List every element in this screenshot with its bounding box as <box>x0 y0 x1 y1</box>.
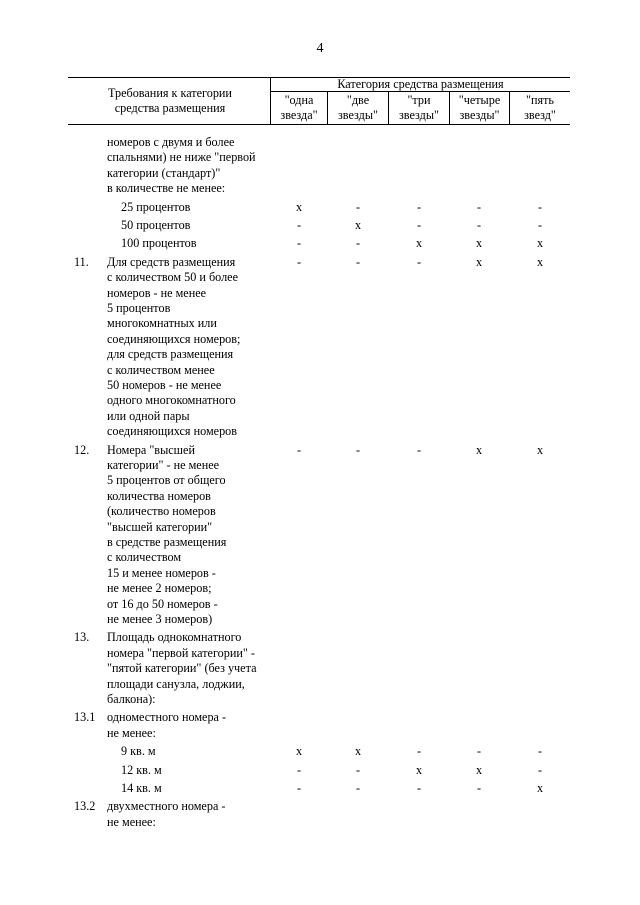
requirements-header <box>70 86 270 116</box>
requirements-header-line: Требования к категории <box>108 86 232 100</box>
requirement-text-line: 5 процентов <box>107 301 171 315</box>
category-mark: - <box>355 254 361 269</box>
category-header-one-star <box>271 93 327 123</box>
requirement-text-line: 25 процентов <box>121 199 191 214</box>
category-mark: x <box>415 762 423 777</box>
category-mark: - <box>355 442 361 457</box>
category-mark: - <box>537 199 543 214</box>
category-mark: - <box>416 199 422 214</box>
requirement-text-line: не менее: <box>107 725 156 740</box>
row-number: 11. <box>74 254 89 269</box>
category-header-two-stars <box>328 93 388 123</box>
category-header-line: "две <box>346 93 370 107</box>
page-number: 4 <box>316 41 324 56</box>
requirement-text-line: 14 кв. м <box>121 781 162 795</box>
category-mark: - <box>416 781 422 795</box>
category-mark: x <box>354 218 362 232</box>
category-mark: x <box>415 236 423 251</box>
category-header-line: "одна <box>284 93 314 107</box>
requirement-text-line: 15 и менее номеров - <box>107 565 216 580</box>
category-mark: x <box>475 236 483 251</box>
requirement-text-line: 5 процентов от общего <box>107 473 226 488</box>
category-mark: - <box>476 199 482 214</box>
requirement-text-line: не менее 3 номеров) <box>107 612 213 626</box>
category-mark: - <box>537 762 543 777</box>
category-header-three-stars <box>389 93 449 123</box>
category-mark: x <box>536 442 544 457</box>
category-mark: - <box>476 744 482 759</box>
category-mark: - <box>355 236 361 251</box>
requirement-text-line: 9 кв. м <box>121 744 156 759</box>
requirement-text-line: соединяющихся номеров <box>107 424 238 439</box>
requirement-text-line: Номера "высшей <box>107 442 195 457</box>
requirement-text-line: не менее: <box>107 814 156 829</box>
requirement-text-line: не менее 2 номеров; <box>107 581 212 596</box>
requirement-text-line: многокомнатных или <box>107 316 217 331</box>
category-mark: - <box>296 236 302 251</box>
category-mark: - <box>416 218 422 232</box>
requirement-text-line: с количеством менее <box>107 362 215 377</box>
requirement-text-line: Для средств размещения <box>107 254 236 269</box>
category-mark: x <box>475 442 483 457</box>
category-header-line: "пять <box>526 93 554 107</box>
requirement-text-line: или одной пары <box>107 408 190 423</box>
category-mark: - <box>476 781 482 795</box>
row-number: 12. <box>74 442 90 457</box>
requirement-text-line: 50 номеров - не менее <box>107 378 222 392</box>
requirement-text-line: "высшей категории" <box>107 519 213 534</box>
requirement-text-line: количества номеров <box>107 488 211 503</box>
requirement-text-line: (количество номеров <box>107 504 216 519</box>
category-mark: - <box>296 442 302 457</box>
category-header-line: звезда" <box>280 108 318 122</box>
requirement-text-line: балкона): <box>107 692 156 706</box>
category-mark: - <box>537 744 543 759</box>
requirement-text-line: от 16 до 50 номеров - <box>107 596 218 611</box>
category-header-line: звезды" <box>398 108 439 122</box>
category-mark: x <box>295 199 303 214</box>
category-header-title: Категория средства размещения <box>337 77 504 91</box>
category-header-five-stars <box>510 93 570 123</box>
category-mark: - <box>416 744 422 759</box>
requirement-text-line: двухместного номера - <box>107 799 226 814</box>
category-header-line: "четыре <box>458 93 501 107</box>
requirement-text-line: для средств размещения <box>107 347 234 362</box>
requirement-text-line: в количестве не менее: <box>107 181 226 196</box>
requirement-text-line: 12 кв. м <box>121 762 162 777</box>
requirements-header-line: средства размещения <box>114 101 226 115</box>
category-mark: x <box>295 744 303 759</box>
requirement-text-line: площади санузла, лоджии, <box>107 676 245 691</box>
requirement-text-line: с количеством <box>107 550 182 565</box>
requirement-text-line: в средстве размещения <box>107 535 227 549</box>
category-mark: - <box>355 781 361 795</box>
category-header-line: звезды" <box>337 108 378 122</box>
category-mark: x <box>536 781 544 795</box>
requirement-text-line: категории" - не менее <box>107 458 220 472</box>
category-mark: - <box>537 218 543 232</box>
requirement-text-line: Площадь однокомнатного <box>107 630 242 645</box>
requirement-text-line: "пятой категории" (без учета <box>107 661 257 676</box>
category-mark: - <box>296 218 302 232</box>
requirement-text-line: 100 процентов <box>121 236 197 251</box>
category-mark: x <box>475 762 483 777</box>
requirement-text-line: одноместного номера - <box>107 710 227 725</box>
requirement-text-line: одного многокомнатного <box>107 393 236 408</box>
category-mark: - <box>476 218 482 232</box>
requirement-text-line: спальнями) не ниже "первой <box>107 150 256 165</box>
requirement-text-line: с количеством 50 и более <box>107 270 239 285</box>
row-number: 13.1 <box>74 710 96 725</box>
category-mark: - <box>355 762 361 777</box>
category-mark: - <box>416 442 422 457</box>
requirement-text-line: номеров - не менее <box>107 285 207 300</box>
category-header-line: звезды" <box>459 108 500 122</box>
requirement-text-line: соединяющихся номеров; <box>107 331 241 346</box>
category-mark: x <box>536 236 544 251</box>
category-mark: - <box>416 254 422 269</box>
category-header-four-stars <box>450 93 509 123</box>
row-number: 13.2 <box>74 799 96 814</box>
category-mark: - <box>355 199 361 214</box>
requirement-text-line: категории (стандарт)" <box>107 165 221 180</box>
category-mark: x <box>475 254 483 269</box>
requirement-text-line: номера "первой категории" - <box>107 645 255 660</box>
category-mark: x <box>354 744 362 759</box>
requirement-text-line: 50 процентов <box>121 218 191 232</box>
category-header-line: "три <box>407 93 431 107</box>
requirement-text-line: номеров с двумя и более <box>107 135 235 149</box>
category-mark: - <box>296 254 302 269</box>
row-number: 13. <box>74 630 90 645</box>
category-mark: x <box>536 254 544 269</box>
category-header-line: звезд" <box>524 108 556 122</box>
header-bottom-rule <box>68 124 570 125</box>
category-mark: - <box>296 762 302 777</box>
category-mark: - <box>296 781 302 795</box>
